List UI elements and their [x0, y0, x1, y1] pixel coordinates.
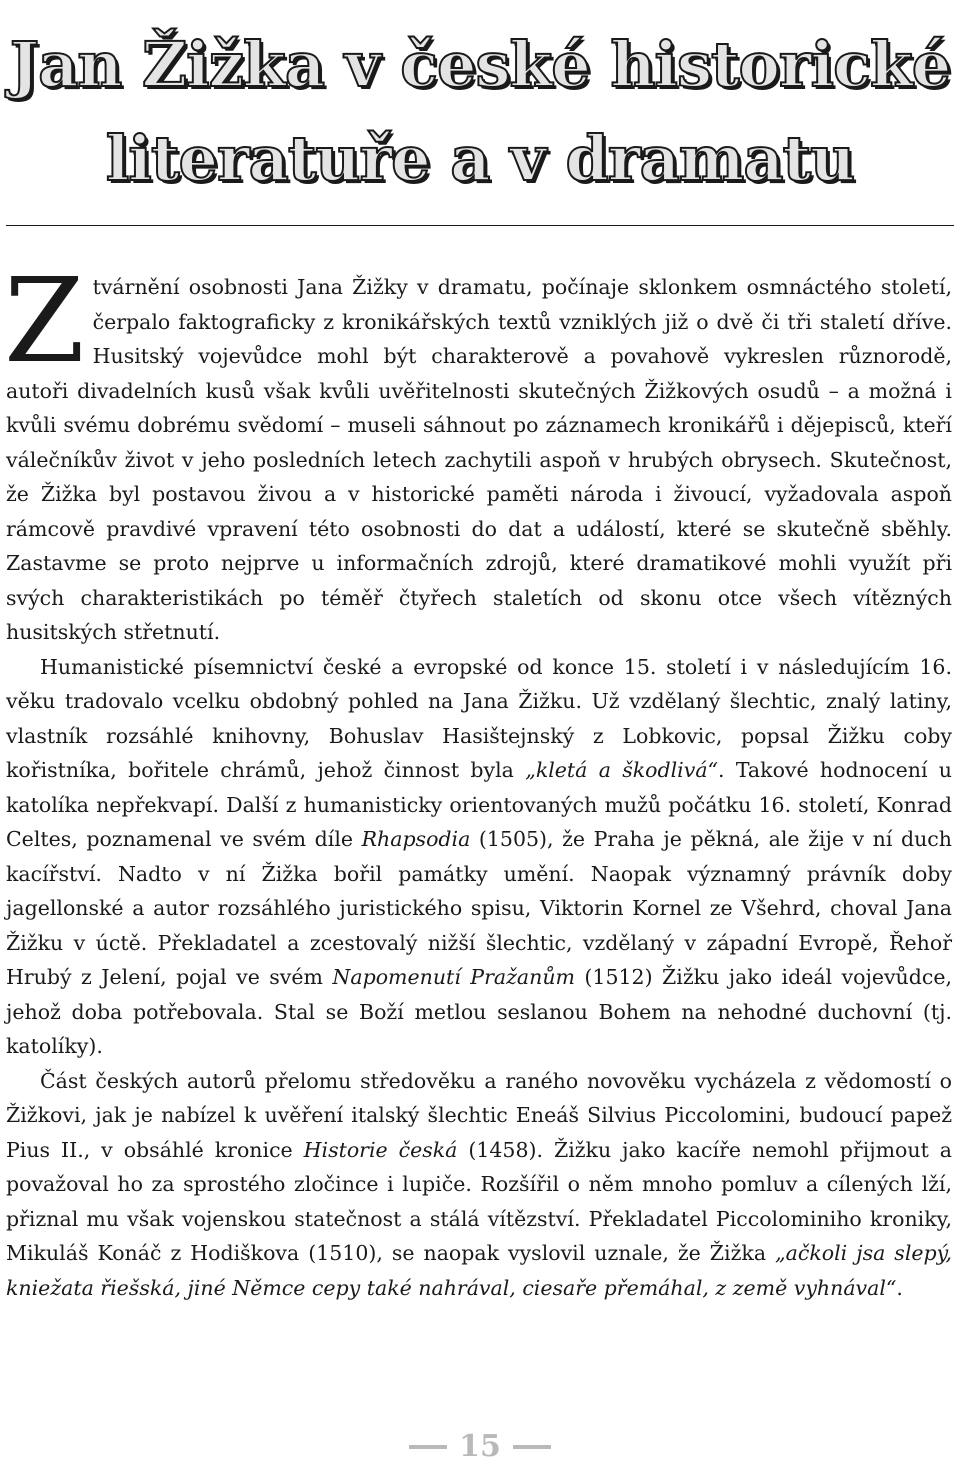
page-number: 15 — [459, 1429, 501, 1464]
title-divider — [6, 225, 954, 226]
paragraph-3-text: (1458). Žižku jako kacíře nemohl přijmout a považoval ho za sprostého zločince i lupiče. Rozšířil o něm mnoho pomluv a cílených lží, přiznal mu však vojenskou statečnost a stálá vítězství. Překladatel Piccolominiho kroniky, Mikuláš Konáč z Hodiškova (1510), se naopak vyslovil uznale, že Žižka — [6, 1137, 953, 1265]
work-title-historie-ceska: Historie česká — [303, 1137, 458, 1162]
paragraph-2 — [6, 650, 952, 1064]
work-title-napomenuti: Napomenutí Pražanům — [332, 965, 575, 989]
paragraph-3 — [6, 1064, 952, 1306]
quote-kleta: „kletá a škodlivá“ — [525, 758, 719, 782]
footer-dash-right — [513, 1445, 551, 1449]
page-title — [0, 18, 960, 206]
footer-dash-left — [409, 1445, 447, 1449]
paragraph-2-text: Humanistické písemnictví české a evropské od konce 15. století i v následujícím 16. věku tradovalo vcelku obdobný pohled na Jana Žižku. Už vzdělaný šlechtic, znalý latiny, vlastník rozsáhlé knihovny, Bohuslav Hasištejnský z Lobkovic, popsal Žižku coby kořistníka, bořitele chrámů, jehož činnost byla — [6, 654, 952, 782]
paragraph-2-text: . Takové hodnocení u katolíka nepřekvapí. Další z humanisticky orientovaných mužů počátku 16. století, Konrad Celtes, poznamenal ve svém díle — [6, 758, 953, 851]
page-footer — [0, 1429, 960, 1464]
title-line-2: literatuře a v dramatu — [105, 122, 855, 195]
article-body — [4, 254, 953, 1305]
work-title-rhapsodia: Rhapsodia — [361, 827, 471, 851]
paragraph-1-text: tvárnění osobnosti Jana Žižky v dramatu, počínaje sklonkem osmnáctého století, čerpalo faktograficky z kronikářských textů vzniklých již o dvě či tři staletí dříve. Husitský vojevůdce mohl být charakterově a povahově vykreslen různorodě, autoři divadelních kusů však kvůli uvěřitelnosti skutečných Žižkových osudů – a možná i kvůli svému dobrému svědomí – museli sáhnout po záznamech kronikářů i dějepisců, kteří válečníkův život v jeho posledních letech zachytili aspoň v hrubých obrysech. Skutečnost, že Žižka byl postavou živou a v historické paměti národa i živoucí, vyžadovala aspoň rámcově pravdivé vpravení této osobnosti do dat a událostí, které se skutečně sběhly. Zastavme se proto nejprve u informačních zdrojů, které dramatikové mohli využít při svých charakteristikách po téměř čtyřech staletích od skonu otce všech vítězných husitských střetnutí. — [6, 275, 952, 644]
quote-konac: „ačkoli jsa slepý, kniežata řiešská, jiné Němce cepy také nahrával, ciesaře přemáhal, z země vyhnával“ — [6, 1241, 952, 1300]
paragraph-3-text: Část českých autorů přelomu středověku a raného novověku vycházela z vědomostí o Žižkovi, jak je nabízel k uvěření italský šlechtic Eneáš Silvius Piccolomini, budoucí papež Pius II., v obsáhlé kronice — [6, 1068, 952, 1162]
paragraph-2-text: (1505), že Praha je pěkná, ale žije v ní duch kacířství. Nadto v ní Žižka bořil památky umění. Naopak významný právník doby jagellonské a autor rozsáhlého juristického spisu, Viktorin Kornel ze Všehrd, choval Jana Žižku v úctě. Překladatel a zcestovalý nižší šlechtic, vzdělaný v západní Evropě, Řehoř Hrubý z Jelení, pojal ve svém — [6, 827, 952, 989]
drop-cap: Z — [4, 254, 85, 389]
paragraph-2-text: (1512) Žižku jako ideál vojevůdce, jehož doba potřebovala. Stal se Boží metlou seslanou Bohem na nehodné duchovní (tj. katolíky). — [6, 965, 953, 1058]
paragraph-3-text: . — [896, 1275, 903, 1300]
title-line-1: Jan Žižka v české historické — [9, 28, 951, 101]
paragraph-1 — [4, 254, 952, 650]
